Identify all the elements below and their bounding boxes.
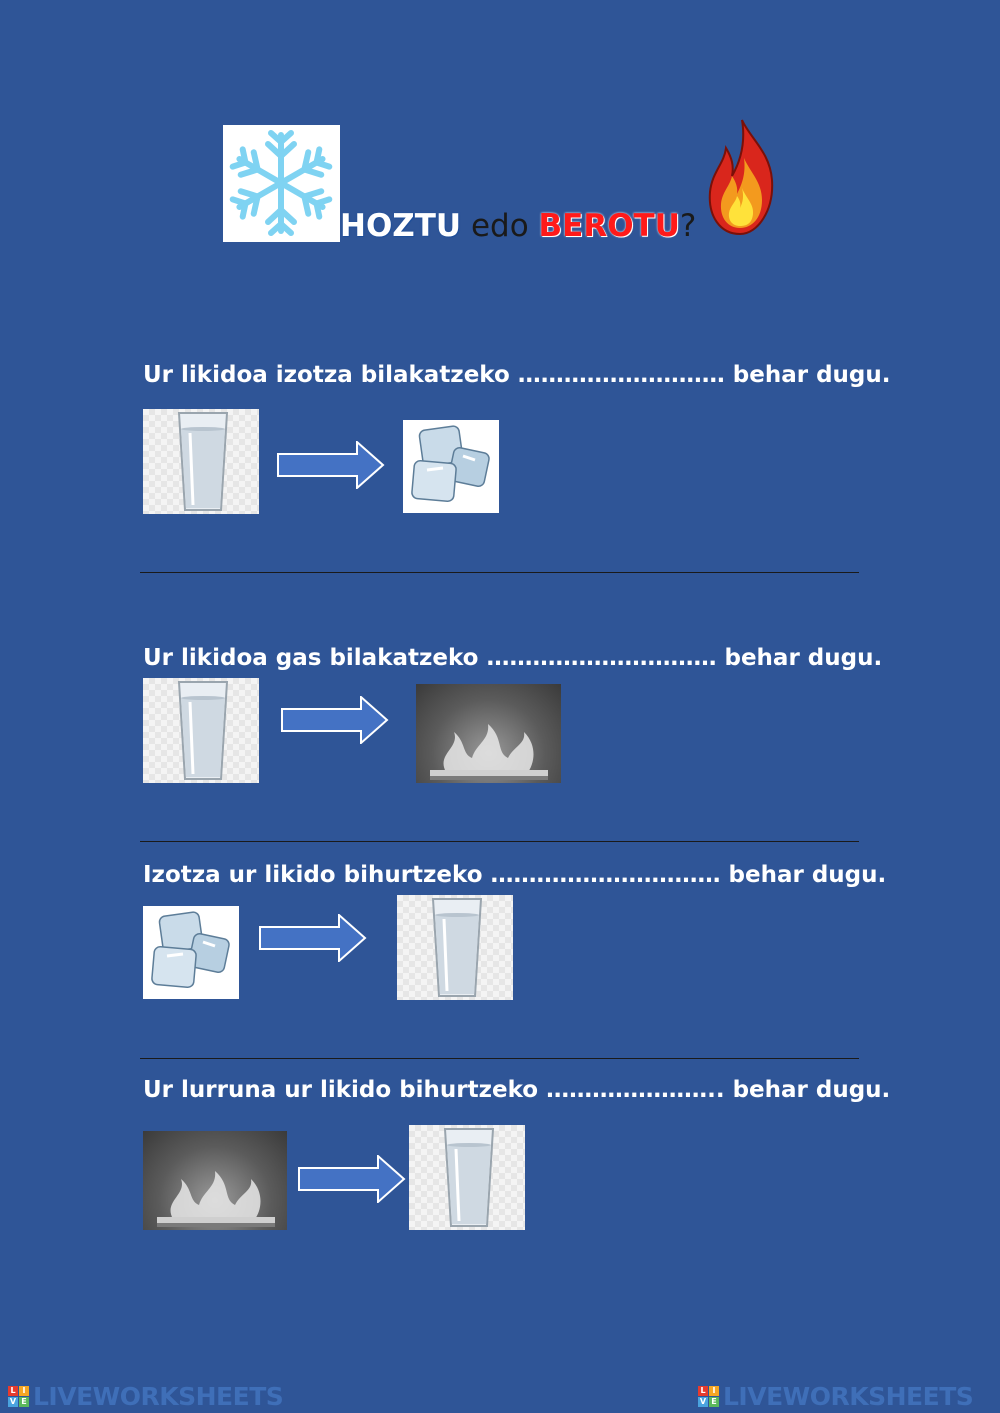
water-glass-image bbox=[409, 1125, 525, 1230]
arrow-right-icon bbox=[277, 441, 385, 489]
snowflake-icon bbox=[223, 125, 340, 242]
page-title bbox=[340, 208, 696, 244]
fire-icon bbox=[706, 118, 778, 238]
title-edo: edo bbox=[470, 208, 529, 244]
live-badge-icon: L I V E bbox=[8, 1386, 29, 1407]
arrow-right-icon bbox=[259, 914, 367, 962]
question-1: Ur likidoa izotza bilakatzeko ……………………… behar dugu. bbox=[143, 362, 891, 388]
water-glass-image bbox=[397, 895, 513, 1000]
snowflake-icon-box bbox=[223, 125, 340, 242]
divider-2 bbox=[140, 841, 859, 842]
steam-image bbox=[416, 684, 561, 783]
title-berotu: BEROTU bbox=[538, 208, 680, 244]
liveworksheets-logo-text: LIVEWORKSHEETS bbox=[33, 1381, 284, 1411]
arrow-right-icon bbox=[298, 1155, 406, 1203]
liveworksheets-logo-text: LIVEWORKSHEETS bbox=[723, 1381, 974, 1411]
question-4: Ur lurruna ur likido bihurtzeko ………………….. behar dugu. bbox=[143, 1077, 891, 1103]
water-glass-image bbox=[143, 678, 259, 783]
liveworksheets-logo-left[interactable] bbox=[8, 1382, 283, 1410]
title-hoztu: HOZTU bbox=[340, 208, 462, 244]
water-glass-image bbox=[143, 409, 259, 514]
title-question-mark: ? bbox=[679, 208, 697, 244]
question-3: Izotza ur likido bihurtzeko ………………………… behar dugu. bbox=[143, 862, 887, 888]
divider-3 bbox=[140, 1058, 859, 1059]
divider-1 bbox=[140, 572, 859, 573]
steam-image bbox=[143, 1131, 287, 1230]
liveworksheets-logo-right[interactable] bbox=[698, 1382, 973, 1410]
ice-cubes-image bbox=[403, 420, 499, 513]
arrow-right-icon bbox=[281, 696, 389, 744]
question-2: Ur likidoa gas bilakatzeko ………………………… behar dugu. bbox=[143, 645, 883, 671]
live-badge-icon: L I V E bbox=[698, 1386, 719, 1407]
ice-cubes-image bbox=[143, 906, 239, 999]
